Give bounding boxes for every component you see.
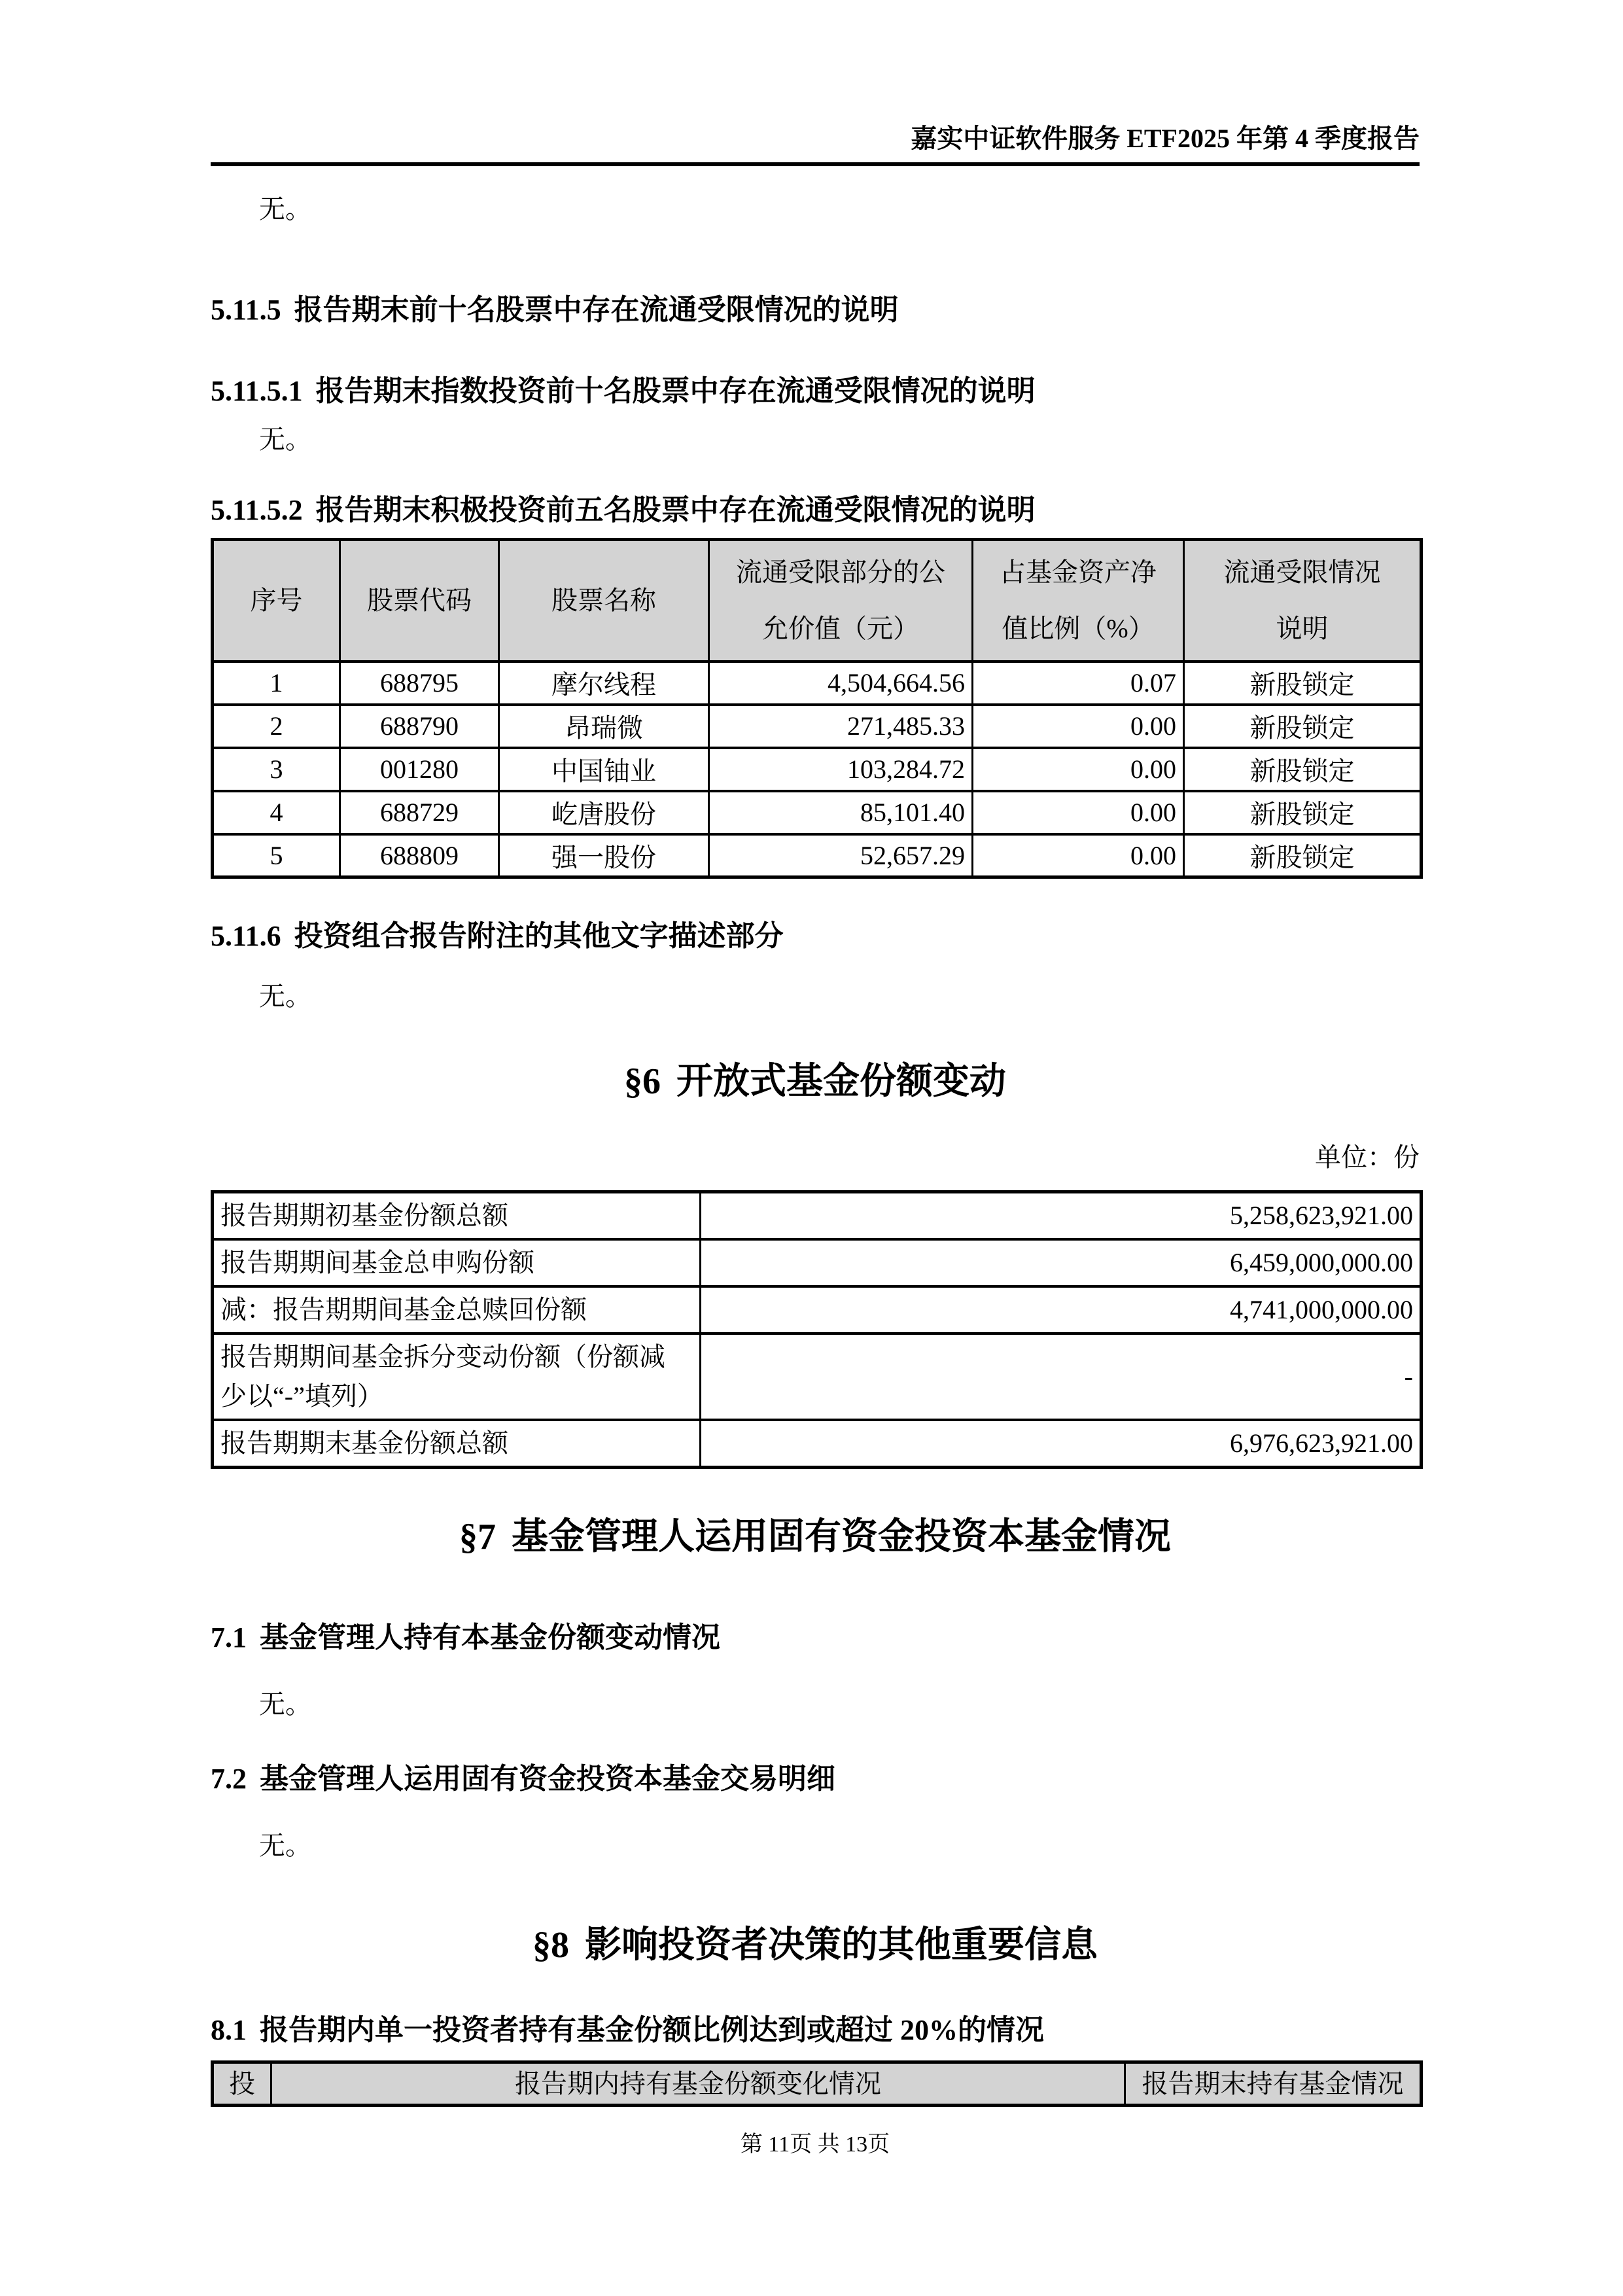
cell-code: 688790 <box>340 705 499 748</box>
chapter-number: §7 <box>459 1517 496 1557</box>
table-row <box>213 834 1422 877</box>
cell-value: - <box>701 1333 1422 1420</box>
cell-label: 报告期期间基金总申购份额 <box>213 1239 701 1286</box>
header-cell-investor: 投 <box>213 2062 271 2106</box>
cell-label: 报告期期间基金拆分变动份额（份额减少以“-”填列） <box>213 1333 701 1420</box>
investor-concentration-table <box>211 2060 1423 2107</box>
cell-restriction-note: 新股锁定 <box>1184 791 1422 834</box>
table-header-row <box>213 540 1422 662</box>
table-row <box>213 1420 1422 1468</box>
cell-restriction-note: 新股锁定 <box>1184 748 1422 791</box>
cell-fair-value: 271,485.33 <box>709 705 973 748</box>
section-heading-5-11-5-1 <box>211 374 1420 408</box>
chapter-heading-8 <box>211 1924 1420 1966</box>
restricted-shares-table <box>211 538 1423 879</box>
cell-nav-ratio: 0.00 <box>973 834 1184 877</box>
header-cell-share-change: 报告期内持有基金份额变化情况 <box>271 2062 1125 2106</box>
header-cell-code: 股票代码 <box>340 540 499 662</box>
table-row <box>213 1333 1422 1420</box>
header-cell-name: 股票名称 <box>499 540 709 662</box>
cell-code: 001280 <box>340 748 499 791</box>
section-title: 报告期末积极投资前五名股票中存在流通受限情况的说明 <box>315 494 1036 526</box>
empty-note: 无。 <box>259 1689 311 1719</box>
cell-nav-ratio: 0.00 <box>973 791 1184 834</box>
report-title: 嘉实中证软件服务 ETF2025 年第 4 季度报告 <box>911 124 1420 153</box>
cell-fair-value: 4,504,664.56 <box>709 662 973 705</box>
section-title: 基金管理人运用固有资金投资本基金交易明细 <box>260 1763 835 1795</box>
cell-name: 强一股份 <box>499 834 709 877</box>
header-cell-restriction-note: 流通受限情况说明 <box>1184 540 1422 662</box>
cell-index: 4 <box>213 791 340 834</box>
table-row <box>213 1286 1422 1333</box>
section-number: 5.11.6 <box>211 920 281 952</box>
cell-index: 5 <box>213 834 340 877</box>
section-title: 投资组合报告附注的其他文字描述部分 <box>294 920 784 952</box>
cell-label: 减：报告期期间基金总赎回份额 <box>213 1286 701 1333</box>
cell-code: 688729 <box>340 791 499 834</box>
chapter-title: 开放式基金份额变动 <box>676 1061 1006 1102</box>
cell-label: 报告期期末基金份额总额 <box>213 1420 701 1468</box>
cell-value: 5,258,623,921.00 <box>701 1192 1422 1240</box>
cell-name: 昂瑞微 <box>499 705 709 748</box>
cell-fair-value: 103,284.72 <box>709 748 973 791</box>
cell-value: 4,741,000,000.00 <box>701 1286 1422 1333</box>
table-row <box>213 1239 1422 1286</box>
cell-name: 摩尔线程 <box>499 662 709 705</box>
chapter-title: 基金管理人运用固有资金投资本基金情况 <box>512 1517 1171 1557</box>
chapter-number: §8 <box>532 1925 569 1966</box>
chapter-heading-7 <box>211 1516 1420 1558</box>
section-number: 8.1 <box>211 2014 247 2046</box>
empty-note: 无。 <box>259 1831 311 1860</box>
section-heading-5-11-5 <box>211 293 1420 327</box>
header-cell-nav-ratio: 占基金资产净值比例（%） <box>973 540 1184 662</box>
empty-note: 无。 <box>259 425 311 454</box>
header-cell-fair-value: 流通受限部分的公允价值（元） <box>709 540 973 662</box>
cell-name: 中国铀业 <box>499 748 709 791</box>
page-footer: 第 11页 共 13页 <box>740 2132 890 2157</box>
unit-label: 单位：份 <box>1315 1142 1420 1172</box>
cell-restriction-note: 新股锁定 <box>1184 705 1422 748</box>
table-row <box>213 791 1422 834</box>
cell-fair-value: 85,101.40 <box>709 791 973 834</box>
cell-index: 1 <box>213 662 340 705</box>
empty-note: 无。 <box>259 194 311 224</box>
chapter-heading-6 <box>211 1061 1420 1103</box>
section-heading-5-11-5-2 <box>211 493 1420 527</box>
fund-share-change-table <box>211 1190 1423 1469</box>
cell-fair-value: 52,657.29 <box>709 834 973 877</box>
cell-index: 2 <box>213 705 340 748</box>
cell-name: 屹唐股份 <box>499 791 709 834</box>
section-title: 报告期末指数投资前十名股票中存在流通受限情况的说明 <box>315 375 1036 407</box>
section-number: 5.11.5.1 <box>211 375 303 407</box>
cell-label: 报告期期初基金份额总额 <box>213 1192 701 1240</box>
section-title: 基金管理人持有本基金份额变动情况 <box>260 1621 720 1653</box>
section-heading-8-1 <box>211 2013 1420 2047</box>
cell-code: 688795 <box>340 662 499 705</box>
cell-index: 3 <box>213 748 340 791</box>
table-row <box>213 662 1422 705</box>
chapter-number: §6 <box>624 1061 661 1102</box>
table-row <box>213 1192 1422 1240</box>
section-title: 报告期末前十名股票中存在流通受限情况的说明 <box>294 294 899 326</box>
chapter-title: 影响投资者决策的其他重要信息 <box>585 1925 1098 1966</box>
section-number: 7.2 <box>211 1763 247 1795</box>
table-header-row <box>213 2062 1422 2106</box>
section-title: 报告期内单一投资者持有基金份额比例达到或超过 20%的情况 <box>260 2014 1044 2046</box>
section-number: 7.1 <box>211 1621 247 1653</box>
table-row <box>213 748 1422 791</box>
section-heading-7-1 <box>211 1621 1420 1655</box>
cell-nav-ratio: 0.00 <box>973 705 1184 748</box>
cell-code: 688809 <box>340 834 499 877</box>
section-heading-7-2 <box>211 1762 1420 1796</box>
section-number: 5.11.5 <box>211 294 281 326</box>
cell-restriction-note: 新股锁定 <box>1184 834 1422 877</box>
cell-restriction-note: 新股锁定 <box>1184 662 1422 705</box>
section-heading-5-11-6 <box>211 919 1420 953</box>
cell-value: 6,976,623,921.00 <box>701 1420 1422 1468</box>
cell-value: 6,459,000,000.00 <box>701 1239 1422 1286</box>
cell-nav-ratio: 0.07 <box>973 662 1184 705</box>
content <box>211 0 1420 2158</box>
cell-nav-ratio: 0.00 <box>973 748 1184 791</box>
header-cell-index: 序号 <box>213 540 340 662</box>
section-number: 5.11.5.2 <box>211 494 303 526</box>
header-cell-period-end-holding: 报告期末持有基金情况 <box>1125 2062 1422 2106</box>
table-row <box>213 705 1422 748</box>
empty-note: 无。 <box>259 981 311 1011</box>
